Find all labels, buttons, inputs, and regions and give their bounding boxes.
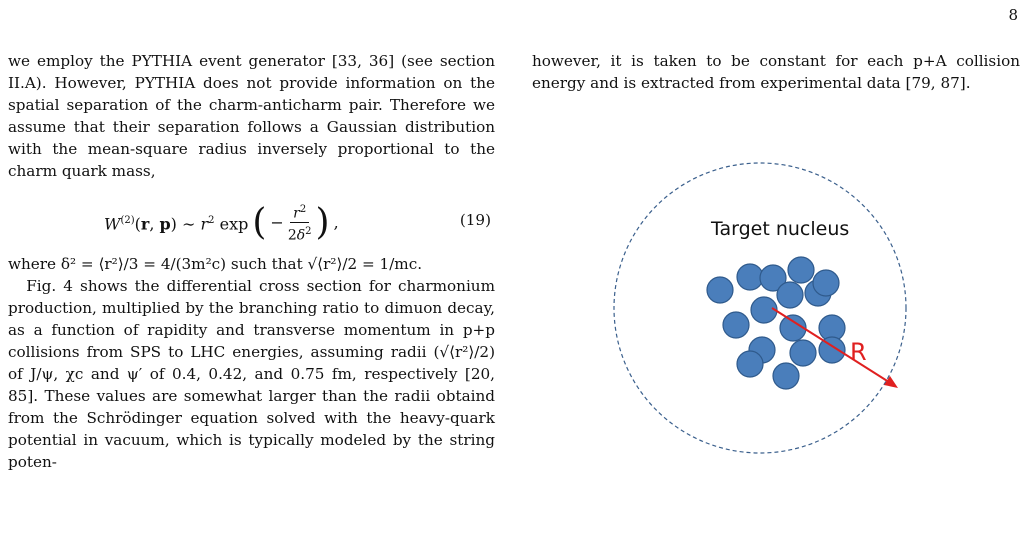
nucleon (737, 351, 763, 377)
paragraph-right-1: however, it is taken to be constant for each p+A collision energy and is extracted from experimental data [79, 87]. (532, 52, 1020, 93)
nucleons (707, 257, 845, 389)
left-column (8, 50, 495, 474)
nucleon (707, 277, 733, 303)
paragraph-3: Fig. 4 shows the differential cross section for charmonium production, multiplied by the branching ratio to dimuon decay, as a function of rapidity and transverse momentum in p+p collisions from SPS to LHC energies, assuming radii (√⟨r²⟩/2) of J/ψ, χc and ψ′ of 0.4, 0.42, and 0.75 fm, respectively [20, 85]. These values are somewhat larger than the radii obtaind from the Schrödinger equation solved with the heavy-quark potential in vacuum, which is typically modeled by the string poten- (8, 276, 495, 472)
right-column (532, 50, 1020, 94)
page-number: 8 (1008, 6, 1018, 24)
nucleon (751, 297, 777, 323)
nucleon (813, 270, 839, 296)
nucleon (737, 264, 763, 290)
equation-number: (19) (459, 210, 491, 229)
nucleon (777, 282, 803, 308)
equation-body: $W^{(2)}(r$, p) ∼ $r^2$ exp ( − $\frac{r^2}{2\delta^2}$ ) , (104, 201, 339, 244)
nucleon (788, 257, 814, 283)
figure-label-nucleus: Target nucleus (711, 218, 850, 240)
nucleon (773, 363, 799, 389)
nucleus-figure (600, 160, 930, 470)
nucleon (790, 340, 816, 366)
paragraph-2: where δ² = ⟨r²⟩/3 = 4/(3m²c) such that √⟨r²⟩/2 = 1/mc. (8, 254, 423, 273)
figure-label-radius: R (850, 338, 867, 366)
paragraph-1: we employ the PYTHIA event generator [33, 36] (see section II.A). However, PYTHIA does not provide information on the spatial separation of the charm-anticharm pair. Therefore we assume that their separation follows a Gaussian distribution with the mean-square radius inversely proportional to the charm quark mass, (8, 52, 495, 181)
equation-19 (8, 189, 495, 249)
nucleon (723, 312, 749, 338)
